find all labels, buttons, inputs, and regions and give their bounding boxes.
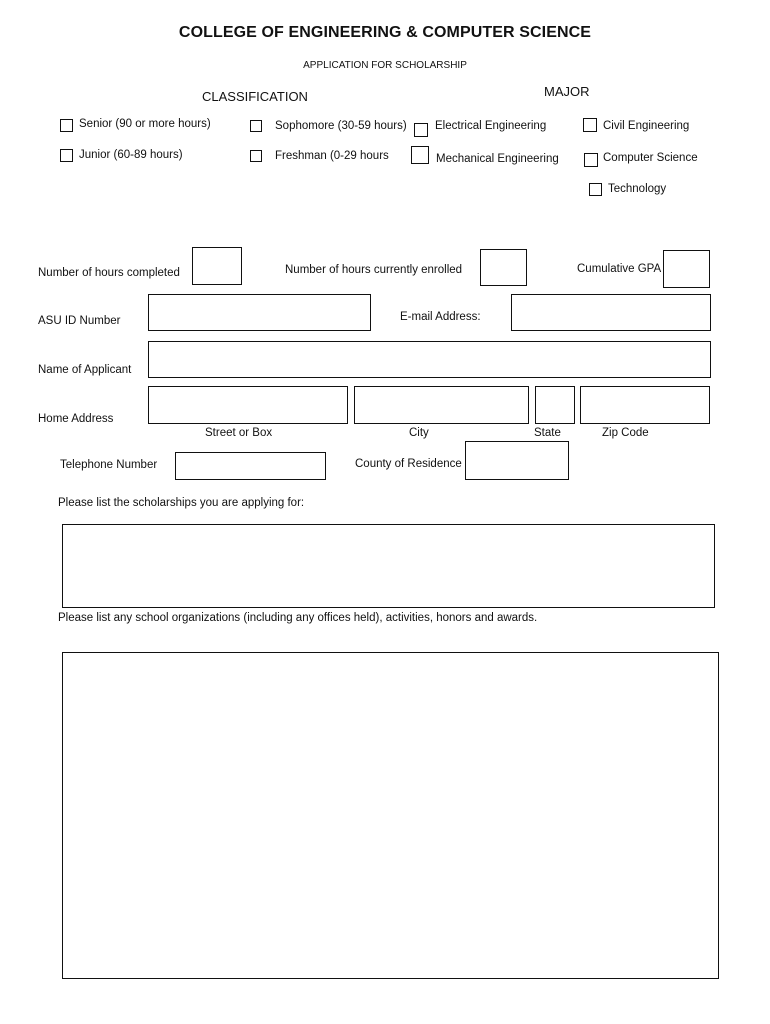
applicant-name-input[interactable] (148, 341, 711, 378)
form-title: COLLEGE OF ENGINEERING & COMPUTER SCIENCE (178, 24, 592, 41)
email-input[interactable] (511, 294, 711, 331)
mechanical-engineering-checkbox[interactable] (411, 146, 429, 164)
street-input[interactable] (148, 386, 348, 424)
asu-id-label: ASU ID Number (38, 315, 121, 327)
form-subtitle: APPLICATION FOR SCHOLARSHIP (303, 60, 467, 71)
computer-science-label: Computer Science (603, 152, 698, 164)
gpa-input[interactable] (663, 250, 710, 288)
street-caption: Street or Box (205, 427, 273, 439)
telephone-label: Telephone Number (60, 459, 158, 471)
telephone-input[interactable] (175, 452, 326, 480)
senior-label: Senior (90 or more hours) (79, 118, 211, 130)
hours-enrolled-input[interactable] (480, 249, 527, 286)
state-input[interactable] (535, 386, 575, 424)
electrical-engineering-checkbox[interactable] (414, 123, 428, 137)
state-caption: State (534, 427, 561, 439)
senior-checkbox[interactable] (60, 119, 73, 132)
technology-label: Technology (608, 183, 667, 195)
email-label: E-mail Address: (400, 311, 481, 323)
home-address-label: Home Address (38, 413, 114, 425)
electrical-engineering-label: Electrical Engineering (435, 120, 547, 132)
asu-id-input[interactable] (148, 294, 371, 331)
technology-checkbox[interactable] (589, 183, 602, 196)
hours-completed-input[interactable] (192, 247, 242, 285)
hours-enrolled-label: Number of hours currently enrolled (285, 264, 463, 276)
county-input[interactable] (465, 441, 569, 480)
sophomore-checkbox[interactable] (250, 120, 262, 132)
zip-caption: Zip Code (602, 427, 649, 439)
classification-heading: CLASSIFICATION (202, 89, 308, 104)
computer-science-checkbox[interactable] (584, 153, 598, 167)
county-label: County of Residence (355, 458, 462, 470)
organizations-label: Please list any school organizations (including any offices held), activities, honors and awards. (58, 612, 538, 624)
city-input[interactable] (354, 386, 529, 424)
major-heading: MAJOR (544, 84, 590, 99)
civil-engineering-checkbox[interactable] (583, 118, 597, 132)
sophomore-label: Sophomore (30-59 hours) (275, 120, 407, 132)
applicant-name-label: Name of Applicant (38, 364, 132, 376)
civil-engineering-label: Civil Engineering (603, 120, 690, 132)
freshman-label: Freshman (0-29 hours (275, 150, 389, 162)
freshman-checkbox[interactable] (250, 150, 262, 162)
junior-label: Junior (60-89 hours) (79, 149, 183, 161)
mechanical-engineering-label: Mechanical Engineering (436, 153, 559, 165)
junior-checkbox[interactable] (60, 149, 73, 162)
zip-input[interactable] (580, 386, 710, 424)
scholarships-textarea[interactable] (62, 524, 715, 608)
hours-completed-label: Number of hours completed (38, 267, 180, 279)
organizations-textarea[interactable] (62, 652, 719, 979)
scholarships-label: Please list the scholarships you are applying for: (58, 497, 305, 509)
city-caption: City (409, 427, 429, 439)
gpa-label: Cumulative GPA (577, 263, 662, 275)
